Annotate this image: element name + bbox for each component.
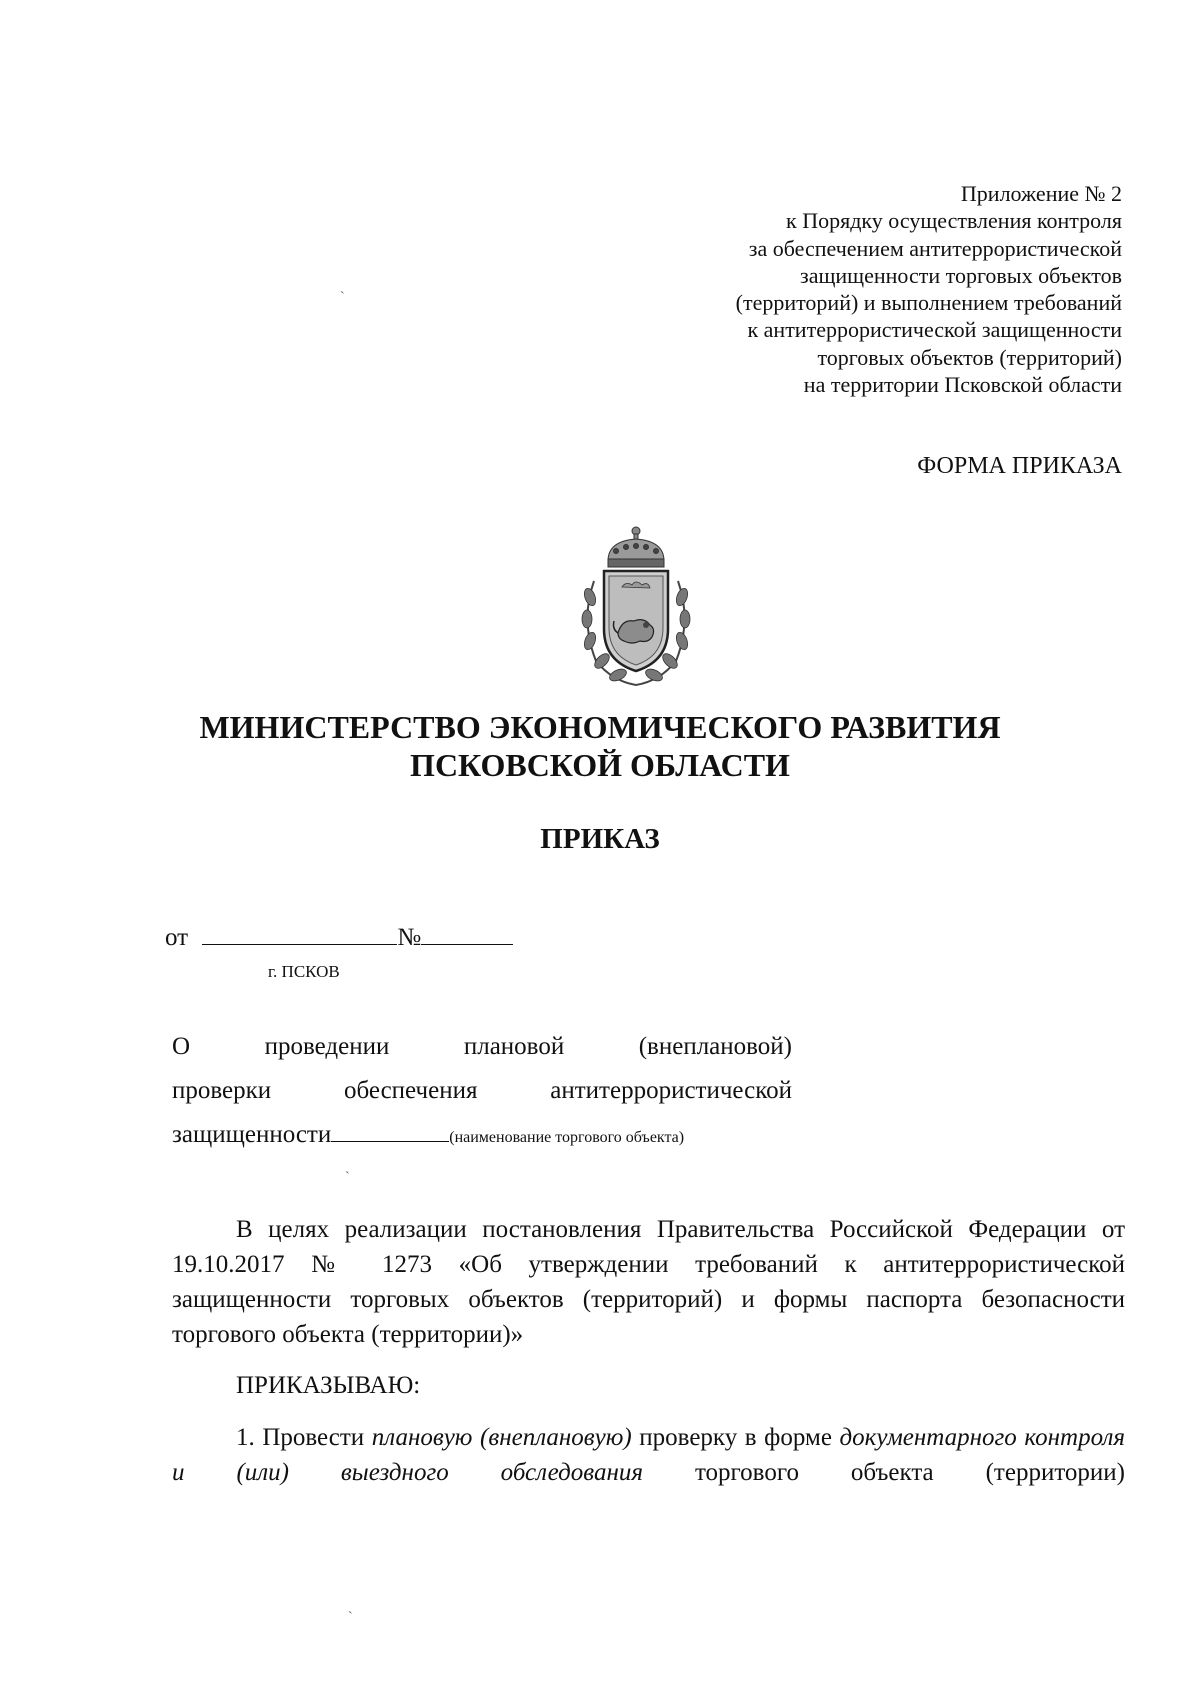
pskov-coat-of-arms-icon (578, 525, 694, 689)
object-name-blank (331, 1119, 449, 1142)
order-item-1 (172, 1420, 1125, 1490)
annex-line: к антитеррористической защищенности (747, 317, 1122, 343)
preamble-paragraph: В целях реализации постановления Правительства Российской Федерации от 19.10.2017 № 1273 «Об утверждении требований к антитеррористической защищенности торговых объектов (территорий) и формы паспорта безопасности торгового объекта (территории)» (172, 1216, 1125, 1348)
order-title: ПРИКАЗ (540, 823, 660, 855)
annex-header (736, 180, 1122, 398)
ministry-line: МИНИСТЕРСТВО ЭКОНОМИЧЕСКОГО РАЗВИТИЯ (199, 709, 1001, 745)
order-subject (172, 1025, 792, 1160)
date-from-label: от (165, 924, 189, 951)
date-blank (202, 922, 397, 945)
annex-line: торговых объектов (территорий) (817, 344, 1122, 370)
city-label: г. ПСКОВ (268, 962, 340, 981)
scan-speck: ` (340, 290, 345, 305)
number-blank (421, 922, 513, 945)
annex-line: защищенности торговых объектов (800, 262, 1122, 288)
object-name-note: (наименование торгового объекта) (449, 1129, 685, 1146)
item-text: проверку в форме (631, 1424, 840, 1451)
number-label: № (397, 924, 422, 951)
scan-speck: ` (348, 1610, 353, 1625)
annex-line: на территории Псковской области (803, 372, 1122, 398)
ministry-line: ПСКОВСКОЙ ОБЛАСТИ (410, 747, 790, 783)
annex-line: за обеспечением антитеррористической (748, 235, 1122, 261)
item-text: 1. Провести (236, 1424, 372, 1451)
scan-speck: ` (345, 1170, 350, 1185)
item-italic-text: документарного контроля и (или) выездного обследования (172, 1424, 1125, 1486)
annex-line: Приложение № 2 (960, 181, 1122, 206)
item-italic-text: плановую (внеплановую) (371, 1424, 632, 1451)
ministry-name (0, 708, 1200, 784)
order-word: ПРИКАЗЫВАЮ: (236, 1372, 421, 1399)
annex-line: к Порядку осуществления контроля (786, 208, 1122, 234)
form-label: ФОРМА ПРИКАЗА (917, 453, 1122, 479)
annex-line: (территорий) и выполнением требований (735, 290, 1122, 316)
subject-line: защищенности (172, 1121, 332, 1148)
item-text: торгового объекта (территории) (643, 1459, 1125, 1486)
subject-line: проверки обеспечения антитеррористической (172, 1077, 792, 1104)
subject-line: О проведении плановой (внеплановой) (172, 1033, 792, 1060)
date-number-line (165, 922, 513, 952)
subject-line-last (172, 1113, 792, 1160)
